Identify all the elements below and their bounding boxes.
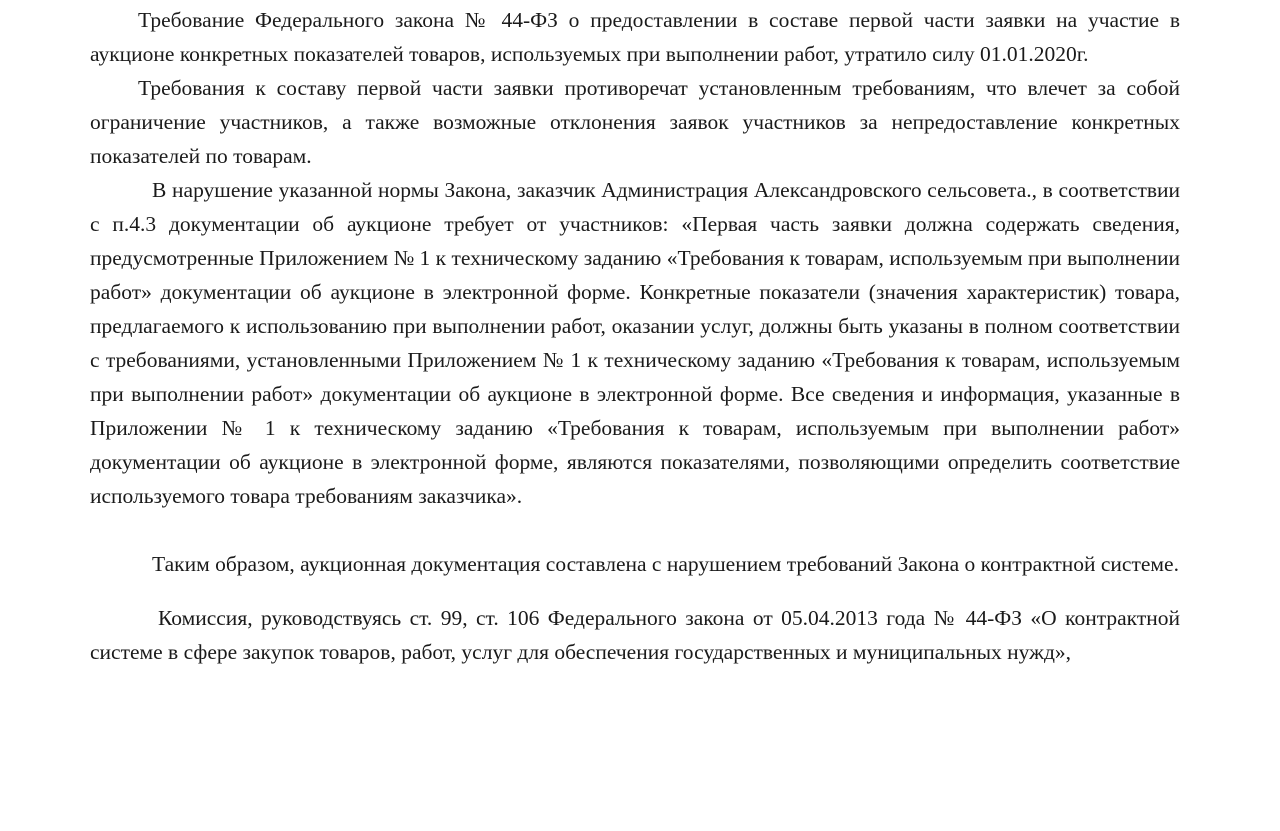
document-body (90, 3, 1180, 669)
paragraph-commission-decision: Комиссия, руководствуясь ст. 99, ст. 106 Федерального закона от 05.04.2013 года № 44-ФЗ «О контрактной системе в сфере закупок товаров, работ, услуг для обеспечения государственных и муниципальных нужд», (90, 606, 1180, 664)
paragraph-requirements-contradiction: Требования к составу первой части заявки противоречат установленным требованиям, что влечет за собой ограничение участников, а также возможные отклонения заявок участников за непредоставление конкретных показателей по товарам. (90, 76, 1180, 168)
paragraph-law-requirement-expired: Требование Федерального закона № 44-ФЗ о предоставлении в составе первой части заявки на участие в аукционе конкретных показателей товаров, используемых при выполнении работ, утратило силу 01.01.2020г. (90, 8, 1180, 66)
paragraph-conclusion: Таким образом, аукционная документация составлена с нарушением требований Закона о контрактной системе. (152, 552, 1179, 576)
paragraph-violation-details: В нарушение указанной нормы Закона, заказчик Администрация Александровского сельсовета., в соответствии с п.4.3 документации об аукционе требует от участников: «Первая часть заявки должна содержать сведения, предусмотренные Приложением № 1 к техническому заданию «Требования к товарам, используемым при выполнении работ» документации об аукционе в электронной форме. Конкретные показатели (значения характеристик) товара, предлагаемого к использованию при выполнении работ, оказании услуг, должны быть указаны в полном соответствии с требованиями, установленными Приложением № 1 к техническому заданию «Требования к товарам, используемым при выполнении работ» документации об аукционе в электронной форме. Все сведения и информация, указанные в Приложении № 1 к техническому заданию «Требования к товарам, используемым при выполнении работ» документации об аукционе в электронной форме, являются показателями, позволяющими определить соответствие используемого товара требованиям заказчика». (90, 178, 1180, 508)
